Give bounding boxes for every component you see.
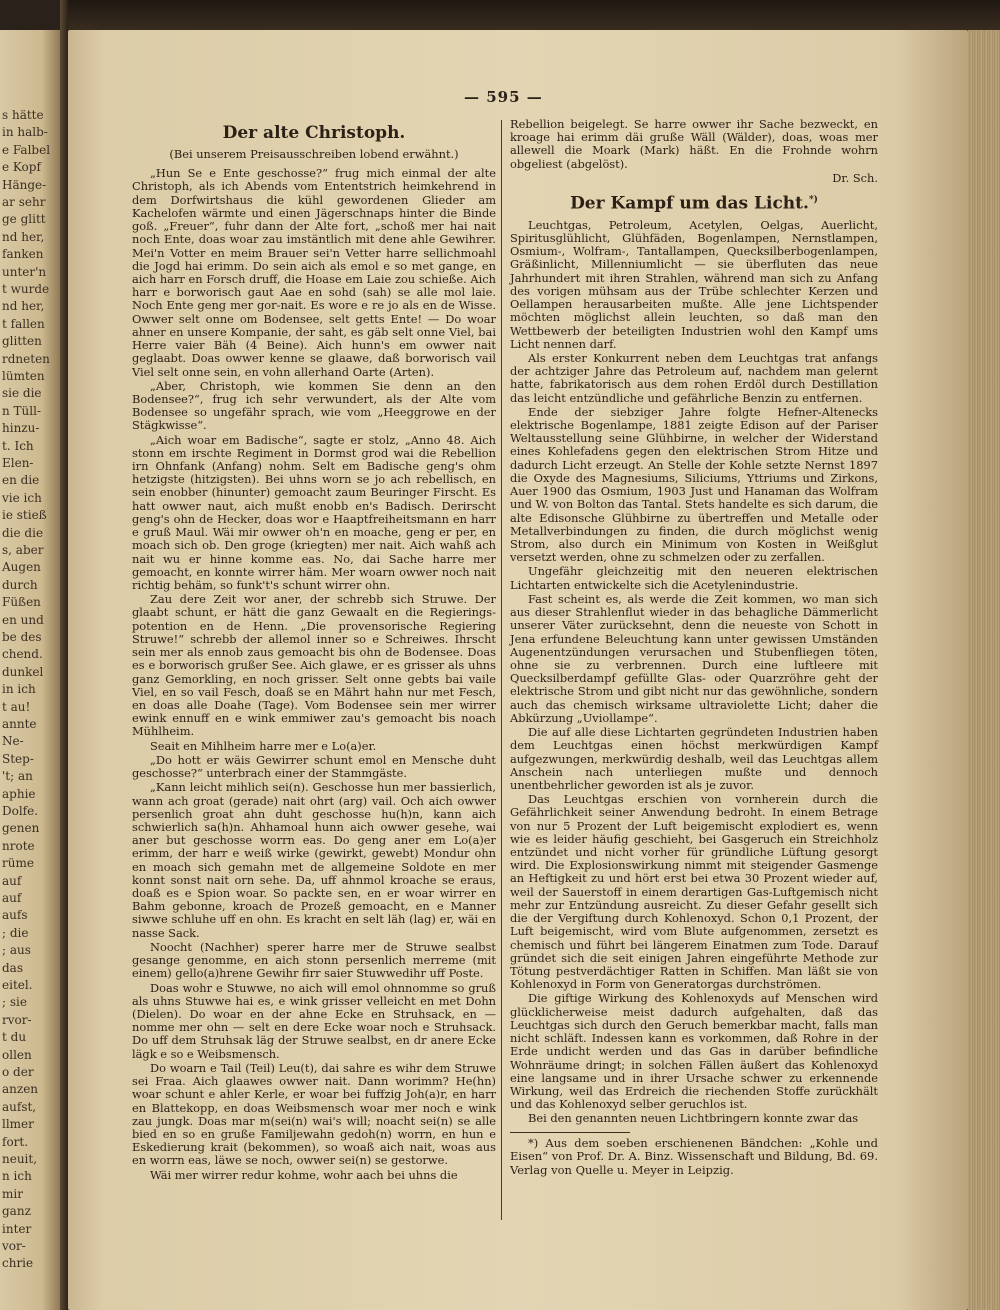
footnote: *) Aus dem soeben erschienenen Bändchen: „Kohle und Eisen“ von Prof. Dr. A. Binz. Wissenschaft und Bildung, Bd. 69. Verlag von Quelle u. Meyer in Leipzig. bbox=[510, 1135, 878, 1177]
article-title-christoph: Der alte Christoph. bbox=[222, 123, 406, 143]
left-page-fragment: fort. bbox=[2, 1134, 29, 1149]
left-page-fragment: Füßen bbox=[2, 595, 41, 610]
left-page-fragment: ge glitt bbox=[2, 212, 46, 227]
column-divider bbox=[501, 120, 502, 1220]
paragraph: Doas wohr e Stuwwe, no aich will emol ohnnomme so gruß als uhns Stuwwe hai es, e wink grisser velleicht en met Dohn (Dielen). Do woar en der ahne Ecke en Struhsack, en — nomme mer ohn — selt en dere Ecke woar noch e Struhsack. Do uff dem Struhsak läg der Struwe sealbst, en dr anere Ecke lägk e so e Weibsmensch. bbox=[132, 980, 496, 1061]
left-page-fragment: lümten bbox=[2, 369, 45, 383]
left-page-fragment: ollen bbox=[2, 1047, 32, 1062]
right-column bbox=[510, 118, 878, 1178]
left-page-fragment: s, aber bbox=[2, 543, 44, 557]
left-page-fragment: e Kopf bbox=[2, 160, 41, 175]
left-page-fragment: t fallen bbox=[2, 316, 45, 331]
left-page-fragment: ; die bbox=[2, 925, 29, 940]
paragraph-continued: Rebellion beigelegt. Se harre owwer ihr Sache bezweckt, en kroage hai erimm däi gruße Wäll (Wälder), doas, woas mer allewell die Moark (Mark) häßt. En die Frohnde wohrn obgeliest (abgelöst). bbox=[510, 117, 878, 171]
paragraph: Die giftige Wirkung des Kohlenoxyds auf Menschen wird glücklicherweise meist dadurch aufgehalten, daß das Leuchtgas sich durch den Geruch bemerkbar macht, falls man nicht schläft. Indessen kann es vorkommen, daß Rohre in der Erde undicht werden und das Gas in darüber befindliche Wohnräume dringt; in solchen Fällen äußert das Kohlenoxyd eine langsame und in ihrer Ursache schwer zu erkennende Wirkung, weil das Erdreich die riechenden Stoffe zurückhält und das Kohlenoxyd selber geruchlos ist. bbox=[510, 991, 878, 1112]
left-page-fragment: e Falbel bbox=[2, 142, 51, 157]
paragraph: Die auf alle diese Lichtarten gegründeten Industrien haben dem Leuchtgas einen höchst merkwürdigen Kampf aufgezwungen, merkwürdig deshalb, weil das Leuchtgas allem Anschein nach unterliegen mußte und dennoch unentbehrlicher geworden ist als je zuvor. bbox=[510, 725, 878, 792]
left-page-fragment: genen bbox=[2, 821, 40, 836]
left-page-fragment: aphie bbox=[2, 786, 36, 801]
article-title-licht bbox=[510, 189, 878, 215]
article-title-text: Der Kampf um das Licht. bbox=[570, 193, 809, 214]
left-page-fragment: ar sehr bbox=[2, 195, 46, 209]
article-subtitle-christoph: (Bei unserem Preisausschreiben lobend erwähnt.) bbox=[169, 147, 459, 161]
left-page-fragment: n ich bbox=[2, 1169, 32, 1184]
left-page-edge bbox=[0, 30, 60, 1310]
paragraph: „Do hott er wäis Gewirrer schunt emol en Mensche duht geschosse?“ unterbrach einer der Stammgäste. bbox=[132, 752, 496, 781]
paragraph: Ende der siebziger Jahre folgte Hefner-Altenecks elektrische Bogenlampe, 1881 zeigte Edison auf der Pariser Weltausstellung seine Glühbirne, in welcher der Widerstand eines Kohlefadens gegen den elektrischen Strom Hitze und dadurch Licht erzeugt. An Stelle der Kohle setzte Nernst 1897 die Oxyde des Magnesiums, Siliciums, Yttriums und Zirkons, Auer 1900 das Osmium, 1903 Just und Hanaman das Wolfram und W. von Bolton das Tantal. Stets handelte es sich darum, die alte Edisonsche Glühbirne zu übertreffen und Metalle oder Metallverbindungen zu finden, die durch möglichst wenig Strom, also durch ein Minimum von Kosten in Weißglut versetzt werden, ohne zu schmelzen oder zu zerfallen. bbox=[510, 404, 878, 565]
paragraph: „Aber, Christoph, wie kommen Sie denn an den Bodensee?“, frug ich sehr verwundert, als der Alte vom Bodensee so ungefähr sprach, wie vom „Heeggrowe en der Stägkwisse“. bbox=[132, 378, 496, 433]
book-top-shadow bbox=[60, 0, 1000, 32]
left-page-fragment: ; sie bbox=[2, 995, 27, 1010]
paragraph: Noocht (Nachher) sperer harre mer de Struwe sealbst gesange genomme, en aich stonn persenlich merreme (mit einem) gello(a)hrene Gewihr firr saier Stuwwedihr uff Poste. bbox=[132, 939, 496, 981]
paragraph: Do woarn e Tail (Teil) Leu(t), dai sahre es wihr dem Struwe sei Fraa. Aich glaawes owwer nait. Dann worimm? He(hn) woar schunt e ahler Kerle, er woar bei fuffzig Joh(a)r, en harr en Blattekopp, en doas Weibsmensch woar mer noch e wink zau jungk. Doas mar m(sei(n) wai's will; noacht sei(n) se alle bied en so en gruße Familjewahn gedoh(n) worrn, en hun e Eskedierung krait (bekommen), so woaß aich nait, woas aus en worrn eas, läwe se noch, owwer sei(n) se gestorwe. bbox=[132, 1060, 496, 1168]
paragraph: Das Leuchtgas erschien von vornherein durch die Gefährlichkeit seiner Anwendung bedroht. In einem Betrage von nur 5 Prozent der Luft beigemischt explodiert es, wenn wie es leider häufig geschieht, bei Gasgeruch ein Streichholz entzündet und nicht vorher für gründliche Lüftung gesorgt wird. Die Explosionswirkung nimmt mit steigender Gasmenge an Heftigkeit zu und hört erst bei etwa 30 Prozent wieder auf, weil der Sauerstoff in einem derartigen Gas-Luftgemisch nicht mehr zur Entzündung ausreicht. Zu dieser Gefahr gesellt sich die der Vergiftung durch Kohlenoxyd. Schon 0,1 Prozent, der Luft beigemischt, wird vom Blute aufgenommen, zersetzt es chemisch und führt bei längerem Einatmen zum Tode. Darauf gründet sich die seit einigen Jahren eingeführte Methode zur Tötung pestverdächtiger Ratten in Schiffen. Man läßt sie von Kohlenoxyd in Form von Generatorgas durchströmen. bbox=[510, 792, 878, 992]
left-column bbox=[132, 118, 496, 1183]
paragraph: „Kann leicht mihlich sei(n). Geschosse hun mer bassierlich, wann ach groat (gerade) nait ohrt (arg) vail. Och aich owwer persenlich groat ahn duht geschosse hu(h)n, kann aich schwierlich sa(h)n. Ahhamoal hunn aich owwer gesehe, wai aner but geschosse worrn eas. Do geng aner em Lo(a)er erimm, der harr e weiß wirke (gewirkt, gewebt) Mondur ohn en moach sich gemahn met de allgemeine Soldote en mer konnt sonst nait orn sehe. Da, uff ahnmol kroache se eraus, doaß es e Spion woar. So packte sen, en er woar wirrer en Bahm gebonne, kroach de Prozeß gemoacht, en e Manner siwwe schluhe uff en ohn. Es kracht en selt läh (lag) er, wäi en nasse Sack. bbox=[132, 780, 496, 940]
left-page-fragment: chrie bbox=[2, 1256, 34, 1271]
left-page-fragment: aufst, bbox=[2, 1099, 37, 1114]
left-page-fragment: t. Ich bbox=[2, 438, 34, 453]
footnote-marker: *) bbox=[808, 195, 818, 206]
left-page-fragment: durch bbox=[2, 577, 38, 592]
footnote-rule bbox=[510, 1132, 630, 1133]
left-page-fragment: mir bbox=[2, 1186, 23, 1201]
left-page-fragment: auf bbox=[2, 891, 22, 905]
author-signature: Dr. Sch. bbox=[832, 170, 878, 185]
left-page-fragment: inter bbox=[2, 1221, 32, 1236]
left-page-fragment: rvor- bbox=[2, 1012, 32, 1027]
paragraph: „Aich woar em Badische“, sagte er stolz, „Anno 48. Aich stonn em irschte Regiment in Dormst grod wai die Rebellion irn Ohnfank (Anfang) nohm. Selt em Badische geng's ohm hetzigste (hitzigsten). Bei uhns worn se jo ach rebellisch, en sein enobber (hinunter) gemoacht zaum Beuringer Firscht. Es hatt owwer naut, aich mußt enobb en's Badisch. Derirscht geng's ohn de Hecker, doas wor e Haaptfreiheitsmann en harr e gruß Maul. Wäi mir owwer oh'n en moache, geng er per, en moach sich ob. Den groge (kriegten) mer nait. Aich wahß ach nait wu er hinne komme eas. No, dai Sache harre mer gemoacht, en konnte wirrer häm. Mer woarn owwer noch nait richtig behäm, so funk't's schunt wirrer ohn. bbox=[132, 432, 496, 592]
left-page-fragment: hinzu- bbox=[2, 421, 40, 436]
paragraph: Ungefähr gleichzeitig mit den neueren elektrischen Lichtarten entwickelte sich die Acetylenindustrie. bbox=[510, 564, 878, 592]
left-page-fragment: unter'n bbox=[2, 264, 47, 279]
page-stack-edge bbox=[968, 30, 1000, 1310]
left-page-fragment: vor- bbox=[2, 1239, 26, 1253]
paragraph: „Hun Se e Ente geschosse?“ frug mich einmal der alte Christoph, als ich Abends vom Ententstrich heimkehrend in dem Dorfwirtshaus die kühl gewordenen Glieder am Kachelofen wärmte und einen Jägerschnaps hinter die Binde goß. „Freuer“, fuhr dann der Alte fort, „schoß mer hai nait noch Ente, doas woar zau imstäntlich mit dene ahle Gewihrer. Mei'n Votter en meim Brauer sei'n Vetter harre sellichmoahl die Jogd hai erimm. Do sein aich als emol e so met gange, en aich harr en Forsch druff, die Hoase em Laie zou schieße. Aich harr e borworisch gaut Aae en sohd (sah) se alle mol laie. Noch Ente geng mer gor-nait. Es wore e re jo als en de Wisse. Owwer selt onne om Bodensee, selt getts Ente! — Do woar ahner en unsere Kompanie, der saht, es gäb selt onne Viel, bai Herre vaier Bäh (4 Beine). Aich hunn's em owwer nait geglaabt. Doas owwer kenne se glaawe, daß borworisch vail Viel selt onne sein, en vohn allerhand Oarte (Arten). bbox=[132, 166, 496, 379]
signature-line bbox=[510, 172, 878, 185]
left-page-fragment: o der bbox=[2, 1065, 34, 1079]
left-page-fragment: en die bbox=[2, 473, 40, 488]
left-page-fragment: t du bbox=[2, 1030, 27, 1045]
paragraph: Seait en Mihlheim harre mer e Lo(a)er. bbox=[150, 738, 377, 753]
left-page-fragment: neuit, bbox=[2, 1152, 38, 1166]
left-page-fragment: s hätte bbox=[2, 108, 44, 122]
left-page-fragment: fanken bbox=[2, 247, 44, 262]
left-page-fragment: rüme bbox=[2, 856, 34, 871]
left-page-fragment: be des bbox=[2, 630, 42, 644]
left-page-fragment: Ne- bbox=[2, 734, 24, 749]
left-page-fragment: nd her, bbox=[2, 229, 45, 244]
page-number: — 595 — bbox=[464, 88, 543, 106]
paragraph: Als erster Konkurrent neben dem Leuchtgas trat anfangs der achtziger Jahre das Petroleum auf, nachdem man gelernt hatte, fabrikatorisch aus dem rohen Erdöl durch Destillation das leicht entzündliche und gefährliche Benzin zu entfernen. bbox=[510, 350, 878, 405]
left-page-fragment: chend. bbox=[2, 647, 43, 662]
left-page-fragment: glitten bbox=[2, 334, 42, 349]
left-page-fragment: eitel. bbox=[2, 978, 33, 992]
left-page-fragment: rdneten bbox=[2, 351, 50, 366]
left-page-fragment: ie stieß bbox=[2, 508, 47, 523]
left-page-fragment: die die bbox=[2, 525, 44, 540]
left-page-fragment: aufs bbox=[2, 908, 28, 923]
left-page-fragment: Step- bbox=[2, 751, 34, 766]
left-page-fragment: vie ich bbox=[2, 490, 42, 505]
left-page-fragment: nd her, bbox=[2, 299, 45, 314]
left-page-fragment: Dolfe. bbox=[2, 804, 39, 818]
left-page-fragment: in ich bbox=[2, 682, 36, 697]
left-page-fragment: das bbox=[2, 960, 23, 975]
book-spine bbox=[60, 0, 68, 1310]
left-page-fragment: Hänge- bbox=[2, 177, 47, 192]
left-page-fragment: sie die bbox=[2, 386, 42, 401]
left-page-fragment: Elen- bbox=[2, 456, 34, 470]
left-page-fragment: en und bbox=[2, 612, 44, 627]
left-page-fragment: annte bbox=[2, 717, 37, 731]
paragraph: Fast scheint es, als werde die Zeit kommen, wo man sich aus dieser Strahlenflut wieder in das behagliche Dämmerlicht unserer Väter zurücksehnt, denn die neueste von Schott in Jena erfundene Beleuchtung kann unter gewissen Umständen Augenentzündungen verursachen und Stubenfliegen töten, ohne sie zu verbrennen. Durch eine luftleere mit Quecksilberdampf gefüllte Glas- oder Quarzröhre geht der elektrische Strom und gibt nicht nur das gewöhnliche, sondern auch das chemisch wirksame ultraviolette Licht; daher die Abkürzung „Uviollampe“. bbox=[510, 591, 878, 725]
left-page-fragment: t wurde bbox=[2, 282, 50, 296]
left-page-fragment: dunkel bbox=[2, 664, 44, 679]
paragraph: Leuchtgas, Petroleum, Acetylen, Oelgas, Auerlicht, Spiritusglühlicht, Glühfäden, Bogenlampen, Nernstlampen, Osmium-, Wolfram-, Tantallampen, Quecksilberbogenlampen, Gräßinlicht, Millenniumlicht — sie überfluten das neue Jahrhundert mit ihren Strahlen, während man sich zu Anfang des vorigen mühsam aus der Trübe schlechter Kerzen und Oellampen herausarbeiten mußte. Alle jene Lichtspender möchten möglichst allein leuchten, so daß man den Wettbewerb der beteiligten Industrien wohl den Kampf ums Licht nennen darf. bbox=[510, 217, 878, 351]
left-page-fragment: anzen bbox=[2, 1082, 39, 1097]
paragraph: Bei den genannten neuen Lichtbringern konnte zwar das bbox=[528, 1111, 859, 1126]
left-page-fragment: Augen bbox=[2, 560, 41, 575]
paragraph: Wäi mer wirrer redur kohme, wohr aach bei uhns die bbox=[150, 1167, 458, 1182]
left-page-fragment: 't; an bbox=[2, 769, 33, 784]
left-page-fragment: auf bbox=[2, 873, 22, 888]
left-page-fragment: t au! bbox=[2, 699, 31, 714]
left-page-fragment: in halb- bbox=[2, 125, 48, 140]
left-page-fragment: llmer bbox=[2, 1117, 34, 1132]
left-page-fragment: nrote bbox=[2, 838, 35, 853]
left-page-fragment: ganz bbox=[2, 1204, 31, 1219]
left-page-fragment: n Tüll- bbox=[2, 403, 42, 418]
paragraph: Zau dere Zeit wor aner, der schrebb sich Struwe. Der glaabt schunt, er hätt die ganz Gewaalt en die Regierings-potention en de Henn. „Die provensorische Regiering Struwe!“ schrebb der allemol inner so e Schreiwes. Ihrscht sein mer als ennob zaus gemoacht bis ohn de Bodensee. Doas es e borworisch grußer See. Aich glawe, er es grisser als uhns ganz Gemorkling, en noch grisser. Selt onne gebts bai vaile Viel, en so vail Fesch, doaß se en Mährt hahn nur met Fesch, en doas alle Doahe (Tage). Vom Bodensee sein mer wirrer ewink ennuff en e wink emmiwer zau's gemoacht bis noach Mühlheim. bbox=[132, 592, 496, 739]
left-page-fragment: ; aus bbox=[2, 943, 31, 958]
